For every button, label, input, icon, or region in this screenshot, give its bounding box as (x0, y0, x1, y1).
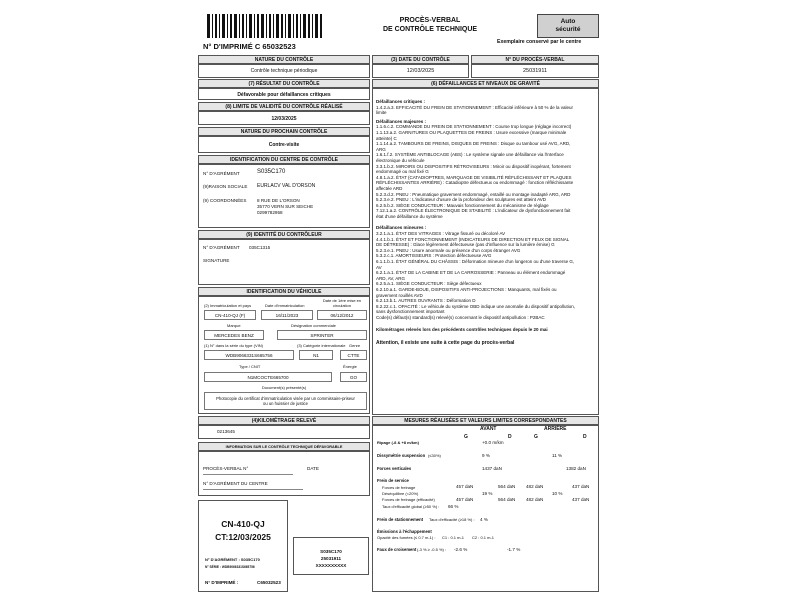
mineures-title: Défaillances mineures : (376, 225, 427, 231)
dissym-label: Dissymétrie suspension (377, 453, 426, 458)
pv-value: 25031911 (522, 68, 548, 74)
marque-field: MERCEDES BENZ (204, 330, 264, 340)
km-box (198, 425, 370, 439)
critiques-items (376, 105, 576, 116)
mineures-item: 8.2.22.c.1. OPACITÉ : Le véhicule du système OBD indique une anomalie du dispositif antipollution, sans dysfonctionnement important (376, 303, 576, 315)
centre-coord-label: (9) COORDONNÉES (203, 198, 247, 203)
nature-value: Contrôle technique périodique (250, 68, 318, 74)
transfer-pv-line (203, 474, 293, 475)
col-avd: D (508, 434, 512, 440)
category-badge (537, 14, 599, 38)
date-value: 12/03/2025 (406, 68, 435, 74)
majeures-item: 4.8.1.a.2. ÉTAT (CATADIOPTRES, MARQUAGE DE VISIBILITÉ RÉFLÉCHISSANT ET PLAQUES RÉFLÉCHISSANTES ARRIÈRE) : Catadioptre défectueux ou endommagé : fonction réfléchissante affectée ARD (376, 174, 574, 191)
designation-label: Désignation commerciale (291, 323, 336, 328)
forces-frein-ard: 437 daN (572, 484, 590, 489)
centre-raison-label: (9)RAISON SOCIALE (203, 184, 248, 189)
defaillances-header: (6) DÉFAILLANCES ET NIVEAUX DE GRAVITÉ (372, 79, 599, 88)
genre-label: Genre (349, 343, 361, 348)
majeures-item: 1.1.14.a.2. TAMBOURS DE FREINS, DISQUES DE FREINS : Disque ou tambour usé AVG, ARD, ARG (376, 141, 571, 152)
majeures-item: 3.3.1.b.2. MIROIRS OU DISPOSITIFS RÉTROVISEURS : Miroir ou dispositif inopérant, fortement endommagé ou mal fixé G (376, 163, 571, 175)
validity-value: 12/03/2025 (271, 116, 297, 122)
col-ard: D (583, 434, 587, 440)
title-line2: DE CONTRÔLE TECHNIQUE (382, 26, 478, 33)
transfer-box (198, 451, 370, 496)
centre-coord-line2: 35770 VERN SUR SEICHE (257, 204, 314, 209)
sticker-serie: N° SÉRIE : WDB9066331S665756 (205, 565, 255, 569)
type-label: Type / CNIT (239, 364, 261, 369)
carrossage-label: Faux de croisement (377, 547, 417, 552)
controleur-header: (9) IDENTITÉ DU CONTRÔLEUR (198, 230, 370, 239)
mesures-table (372, 425, 599, 592)
arriere-label: ARRIÈRE (544, 426, 567, 432)
col-avg: G (464, 434, 468, 440)
transfer-header: INFORMATION SUR LE CONTRÔLE TECHNIQUE DÉFAVORABLE (198, 442, 370, 451)
ripage-label: Ripage (-8 & +8 m/km) (377, 440, 419, 445)
desequilibre-avant: 19 % (482, 491, 493, 496)
next-box (198, 136, 370, 153)
forces-avant: 1437 daN (482, 466, 502, 471)
marque-label: Marque (227, 323, 241, 328)
forces-frein-arg: 482 daN (526, 484, 544, 489)
validity-box (198, 111, 370, 125)
mesures-header: MESURES RÉALISÉES ET VALEURS LIMITES CORRESPONDANTES (372, 416, 599, 425)
centre-coord-line3: 0299782958 (257, 210, 283, 215)
opacite-label: Opacité des fumées (≤ 0.7 m-1) : (377, 535, 436, 540)
mineures-item: 5.3.2.c.1. AMORTISSEURS : Protection défectueuse AVG (376, 253, 492, 259)
category-line2: sécurité (555, 26, 581, 33)
forces-eff-label: Forces de freinage (efficacité) (382, 497, 435, 502)
dissym-avant: 9 % (482, 453, 490, 458)
centre-raison-value: EURLACV VAL D'ORSON (257, 183, 316, 189)
next-header: NATURE DU PROCHAIN CONTRÔLE (198, 127, 370, 136)
vehicule-header: IDENTIFICATION DU VÉHICULE (198, 287, 370, 296)
barcode (207, 14, 325, 38)
result-header: (7) RÉSULTAT DU CONTRÔLE (198, 79, 370, 88)
col-arg: G (534, 434, 538, 440)
designation-field: SPRINTER (277, 330, 367, 340)
frein-service-label: Frein de service (377, 478, 409, 483)
result-value: Défavorable pour défaillances critiques (237, 92, 331, 98)
energie-label: Énergie (343, 364, 357, 369)
mineures-item: 6.2.10.a.1. GARDE-BOUE, DISPOSITIFS ANTI-PROJECTIONS : Manquants, mal fixés ou gravement rouillés AVD (376, 287, 557, 298)
centre-stamp (293, 537, 369, 575)
sticker (198, 500, 288, 592)
categorie-label: (3) Catégorie internationale (297, 343, 346, 348)
transfer-centre-label: N° D'AGRÉMENT DU CENTRE (203, 481, 268, 486)
attention-note: Attention, il existe une suite à cette page du procès-verbal (376, 340, 515, 347)
stamp-line2: 25031911 (320, 556, 342, 561)
pv-box (471, 64, 599, 78)
defaillances-list (376, 96, 576, 347)
critiques-item: 1.4.2.a.3. EFFICACITÉ DU FREIN DE STATIONNEMENT : Efficacité inférieure à 50 % de la valeur limite (376, 104, 573, 116)
copy-note: Exemplaire conservé par le centre (497, 39, 582, 45)
forces-frein-avg: 457 daN (456, 484, 474, 489)
km-note: Kilométrages relevés lors des précédents contrôles techniques depuis le 20 mai (376, 326, 548, 332)
validity-header: (8) LIMITE DE VALIDITÉ DU CONTRÔLE RÉALISÉ (198, 102, 370, 111)
carrossage-g: -2.6 % (454, 547, 468, 552)
vin-label: (1) N° dans la série du type (VIN) (204, 343, 263, 348)
immat-field: CN-410-QJ (F) (204, 310, 256, 320)
stationnement-value: 4 % (480, 517, 488, 522)
sticker-imprime-label: N° D'IMPRIMÉ : (205, 580, 239, 585)
critiques-title: Défaillances critiques : (376, 99, 426, 104)
title-line1: PROCÈS-VERBAL (399, 17, 461, 24)
docs-line2: ou un huissier de justice (263, 401, 308, 406)
sticker-ct: CT:12/03/2025 (215, 532, 271, 542)
dissym-arriere: 11 % (552, 453, 563, 458)
forces-frein-label: Forces de freinage (382, 485, 416, 490)
km-value: 0213645 (217, 429, 235, 434)
vehicule-box (198, 296, 370, 414)
printed-number: N° D'IMPRIMÉ C 65032523 (203, 42, 296, 51)
opacite-c2: C2 : 0.1 m-1 (472, 535, 495, 540)
mineures-item: 6.2.1.a.1. ÉTAT DE LA CABINE ET DE LA CARROSSERIE : Panneau ou élément endommagé ARD, AV, ARG (376, 270, 566, 281)
controleur-agrement-value: 035C1315 (249, 245, 271, 250)
pv-header: N° DU PROCÈS-VERBAL (471, 55, 599, 64)
mineures-item: 5.2.3.e.1. PNEU : Usure anormale ou présence d'un corps étranger AVG (376, 247, 521, 253)
transfer-date-label: DATE (307, 466, 319, 471)
desequilibre-label: Déséquilibre (<20%) (382, 491, 419, 496)
taux-label: Taux d'efficacité global (≥50 %) : (382, 504, 440, 509)
forces-label: Forces verticales (377, 466, 412, 471)
docs-field (204, 392, 367, 410)
majeures-item: 7.12.1.a.2. CONTRÔLE ÉLECTRONIQUE DE STABILITÉ : L'indicateur de dysfonctionnement fait état d'une défaillance du système (376, 208, 571, 219)
type-field: N1MCOCTE665700 (204, 372, 332, 382)
category-line1: Auto (560, 18, 576, 25)
majeures-item: 5.2.3.d.2. PNEU : Pneumatique gravement endommagé, entaillé ou montage inadapté ARG, ARD (376, 191, 571, 197)
controleur-box (198, 239, 370, 285)
nature-header: NATURE DU CONTRÔLE (198, 55, 370, 64)
forces-eff-arg: 482 daN (526, 497, 544, 502)
majeures-item: 1.1.6.c.2. COMMANDE DU FREIN DE STATIONNEMENT : Course trop longue (réglage incorrect) (376, 124, 572, 130)
document-title (370, 16, 490, 34)
transfer-centre-line (203, 489, 303, 490)
barcode-graphic (207, 14, 325, 38)
carrossage-limit: (-3 % ≥ -0.5 %) : (417, 547, 447, 552)
centre-header: IDENTIFICATION DU CENTRE DE CONTRÔLE (198, 155, 370, 164)
sticker-immat: CN-410-QJ (221, 519, 265, 529)
centre-agrement-value: S035C170 (257, 169, 286, 175)
vin-field: WDB9066331S665756 (204, 350, 294, 360)
nature-box (198, 64, 370, 78)
date-immat-field: 16/11/2023 (261, 310, 313, 320)
centre-coord-line1: 8 RUE DE L'ORSON (257, 198, 300, 203)
controleur-agrement-label: N° D'AGRÉMENT (203, 245, 240, 250)
transfer-pv-label: PROCÈS-VERBAL N° (203, 466, 249, 471)
forces-eff-avg: 457 daN (456, 497, 474, 502)
energie-field: GO (340, 372, 367, 382)
date-header: (3) DATE DU CONTRÔLE (372, 55, 469, 64)
mineures-items (376, 231, 576, 321)
forces-eff-ard: 437 daN (572, 497, 590, 502)
majeures-item: 1.6.1.f.2. SYSTÈME ANTIBLOCAGE (ABS) : Le système signale une défaillance via l'interface électronique du véhicule (376, 152, 564, 163)
forces-eff-avd: 564 daN (498, 497, 516, 502)
majeures-item: 5.2.3.e.2. PNEU : L'indicateur d'usure de la profondeur des sculptures est atteint AVD (376, 197, 546, 203)
centre-agrement-label: N° D'AGRÉMENT (203, 171, 240, 176)
avant-label: AVANT (480, 426, 497, 432)
mineures-item: 4.4.1.b.1. ÉTAT ET FONCTIONNEMENT (INDICATEURS DE DIRECTION ET FEUX DE SIGNAL DE DÉTRESSE) : Glace légèrement défectueuse (pas d'influence sur la lumière émise) G (376, 236, 570, 248)
stationnement-taux-label: Taux d'efficacité (≥18 %) : (429, 517, 475, 522)
majeures-items (376, 124, 576, 219)
ripage-value: +0.0 m/km (482, 440, 504, 445)
mineures-item: 6.2.5.a.1. SIÈGE CONDUCTEUR : Siège défectueux (376, 281, 482, 287)
stationnement-label: Frein de stationnement (377, 517, 424, 522)
genre-field: CTTE (340, 350, 367, 360)
date-circ-label: Date de 1ère mise en circulation (322, 298, 362, 308)
emissions-label: Émissions à l'échappement (377, 529, 432, 534)
forces-arriere: 1382 daN (566, 466, 586, 471)
immat-label: (2) Immatriculation et pays (204, 303, 252, 308)
next-value: Contre-visite (268, 142, 300, 148)
dissym-limit: (≤30%) (428, 453, 441, 458)
docs-label: Document(s) présenté(s) (261, 385, 307, 390)
categorie-field: N1 (299, 350, 333, 360)
centre-box (198, 164, 370, 228)
majeures-item: 6.2.5.b.2. SIÈGE CONDUCTEUR : Mauvais fonctionnement du mécanisme de réglage (376, 202, 549, 208)
result-box (198, 88, 370, 100)
km-header: (4)KILOMÉTRAGE RELEVÉ (198, 416, 370, 425)
sticker-agrement: N° D'AGRÉMENT : S035C170 (205, 557, 260, 562)
desequilibre-arriere: 10 % (552, 491, 563, 496)
opacite-c1: C1 : 0.1 m-1 (442, 535, 465, 540)
sticker-imprime-value: C65032523 (257, 580, 281, 585)
mineures-item: 3.2.1.a.1. ÉTAT DES VITRAGES : Vitrage fissuré ou décoloré AV (376, 231, 506, 237)
date-circ-field: 06/12/2012 (317, 310, 367, 320)
carrossage-d: -1.7 % (507, 547, 521, 552)
forces-frein-avd: 564 daN (498, 484, 516, 489)
signature-label: SIGNATURE (203, 258, 230, 263)
mineures-item: 6.2.13.b.1. AUTRES OUVRANTS : Déformation D (376, 298, 476, 304)
taux-value: 66 % (448, 504, 459, 509)
mineures-item: Code(s) défaut(s) standard(s) relevé(s) concernant le dispositif antipollution : P2BAC (376, 314, 545, 320)
stamp-line1: S035C170 (320, 549, 342, 554)
docs-line1: Photocopie du certificat d'immatriculation visée par un commissaire-priseur (216, 396, 355, 401)
mineures-item: 6.1.1.b.1. ÉTAT GÉNÉRAL DU CHÂSSIS : Déformation mineure d'un longeron ou d'une traverse G, AV (376, 259, 575, 270)
majeures-item: 1.1.13.a.2. GARNITURES OU PLAQUETTES DE FREINS : Usure excessive (marque minimale atteinte) C (376, 129, 567, 141)
date-box (372, 64, 469, 78)
stamp-line3: XXXXXXXXXX (315, 563, 347, 568)
date-immat-label: Date d'immatriculation (265, 303, 305, 308)
majeures-title: Défaillances majeures : (376, 118, 427, 124)
